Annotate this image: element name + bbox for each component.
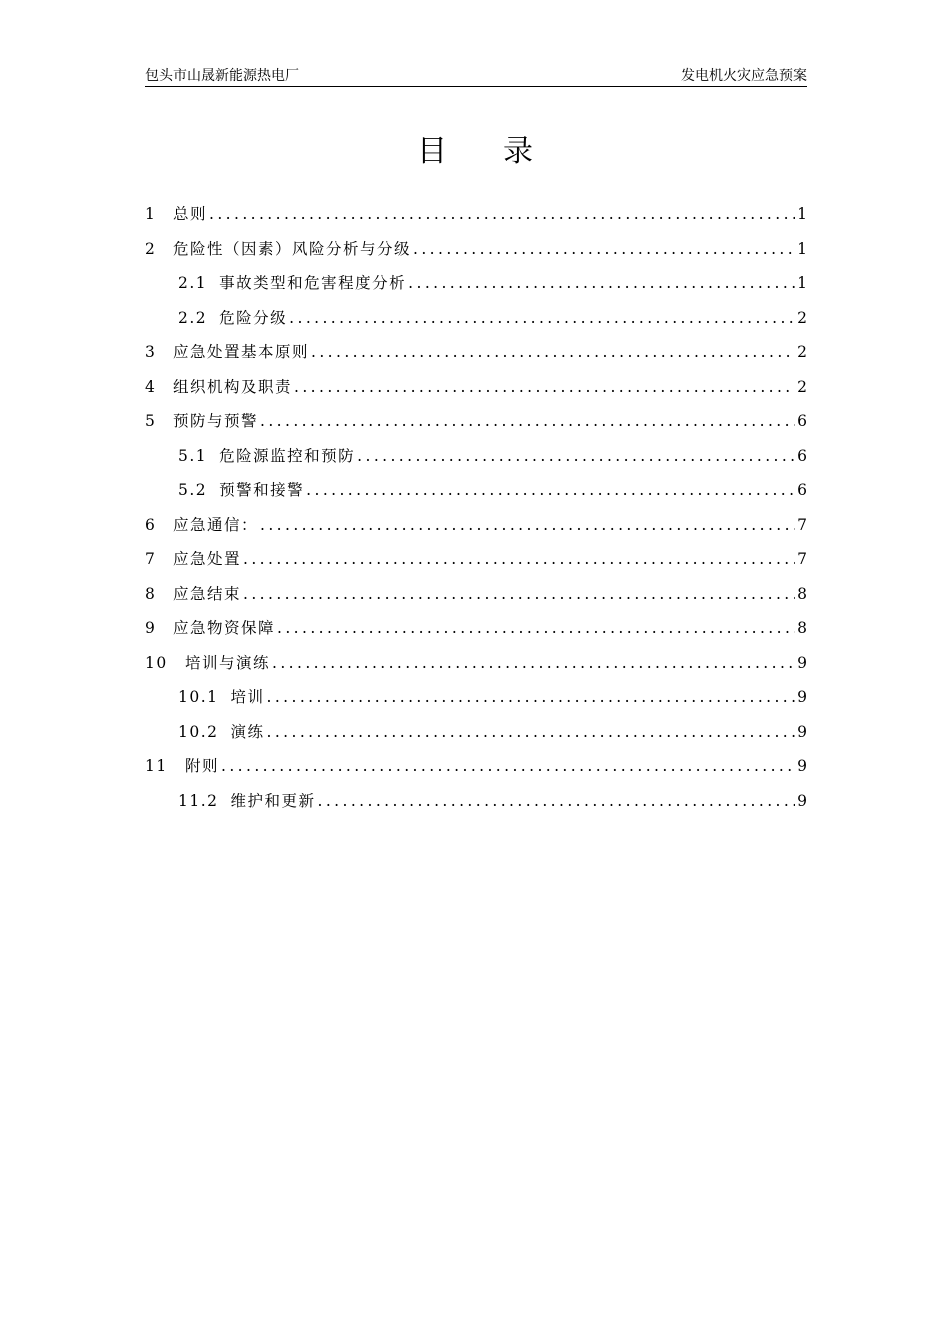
toc-leader-dots xyxy=(272,649,795,677)
toc-entry[interactable] xyxy=(145,269,807,304)
toc-entry-page: 2 xyxy=(797,377,807,396)
toc-entry-page: 7 xyxy=(797,515,807,534)
toc-leader-dots xyxy=(408,269,795,297)
toc-entry-number: 9 xyxy=(145,619,157,637)
toc-leader-dots xyxy=(243,545,795,573)
toc-entry-number: 5.2 xyxy=(178,481,208,499)
toc-leader-dots xyxy=(289,304,795,332)
toc-entry-number: 3 xyxy=(145,343,157,361)
toc-entry-number: 5 xyxy=(145,412,157,430)
toc-entry[interactable] xyxy=(145,235,807,270)
toc-entry-page: 7 xyxy=(797,550,807,568)
toc-entry[interactable] xyxy=(145,614,807,649)
toc-entry[interactable] xyxy=(145,649,807,684)
toc-leader-dots xyxy=(311,338,795,366)
toc-entry-title: 维护和更新 xyxy=(230,791,316,810)
toc-entry-title: 危险源监控和预防 xyxy=(219,446,356,465)
toc-entry-number: 11.2 xyxy=(178,791,219,810)
toc-entry-title: 事故类型和危害程度分析 xyxy=(219,274,407,292)
toc-entry[interactable] xyxy=(145,545,807,580)
toc-leader-dots xyxy=(294,373,795,401)
toc-entry-number: 6 xyxy=(145,515,157,534)
toc-entry-number: 2.2 xyxy=(178,308,208,327)
toc-entry[interactable] xyxy=(145,580,807,615)
toc-entry-page: 6 xyxy=(797,412,807,430)
toc-entry-page: 6 xyxy=(797,481,807,499)
toc-entry-title: 演练 xyxy=(230,722,265,741)
toc-entry-page: 8 xyxy=(797,584,807,603)
toc-entry-title: 培训 xyxy=(230,688,265,706)
header-doc-title: 发电机火灾应急预案 xyxy=(681,68,807,84)
toc-leader-dots xyxy=(209,200,795,228)
toc-entry-number: 5.1 xyxy=(178,446,208,465)
toc-entry[interactable] xyxy=(145,683,807,718)
toc-entry-title: 应急处置基本原则 xyxy=(173,343,310,361)
toc-entry-title: 应急结束 xyxy=(173,584,242,603)
toc-entry-page: 6 xyxy=(797,446,807,465)
toc-entry[interactable] xyxy=(145,373,807,408)
toc-entry-page: 2 xyxy=(797,343,807,361)
toc-entry-title: 附则 xyxy=(185,757,220,775)
toc-entry-page: 1 xyxy=(797,205,807,223)
toc-leader-dots xyxy=(318,787,796,815)
toc-entry-number: 2 xyxy=(145,239,157,258)
toc-entry[interactable] xyxy=(145,407,807,442)
toc-entry-number: 10 xyxy=(145,653,168,672)
toc-entry-title: 应急物资保障 xyxy=(173,619,276,637)
toc-entry-number: 8 xyxy=(145,584,157,603)
table-of-contents xyxy=(145,200,807,821)
toc-entry-title: 预警和接警 xyxy=(219,481,305,499)
toc-entry-number: 10.2 xyxy=(178,722,219,741)
toc-leader-dots xyxy=(260,407,795,435)
toc-entry[interactable] xyxy=(145,476,807,511)
toc-entry-title: 应急处置 xyxy=(173,550,242,568)
toc-entry-number: 2.1 xyxy=(178,274,208,292)
toc-leader-dots xyxy=(221,752,795,780)
toc-leader-dots xyxy=(243,580,795,608)
toc-entry-page: 8 xyxy=(797,619,807,637)
page-header xyxy=(145,66,807,87)
toc-entry-number: 1 xyxy=(145,205,157,223)
toc-entry-title: 组织机构及职责 xyxy=(173,377,293,396)
toc-entry-title: 应急通信： xyxy=(173,515,259,534)
toc-entry[interactable] xyxy=(145,787,807,822)
toc-leader-dots xyxy=(260,511,795,539)
toc-entry-number: 10.1 xyxy=(178,688,219,706)
toc-entry[interactable] xyxy=(145,304,807,339)
toc-leader-dots xyxy=(413,235,795,263)
toc-entry-page: 9 xyxy=(797,791,807,810)
toc-entry-title: 总则 xyxy=(173,205,208,223)
toc-entry-page: 9 xyxy=(797,722,807,741)
toc-entry-title: 危险性（因素）风险分析与分级 xyxy=(173,239,412,258)
toc-entry-page: 9 xyxy=(797,757,807,775)
toc-entry-title: 预防与预警 xyxy=(173,412,259,430)
toc-leader-dots xyxy=(306,476,795,504)
toc-entry-page: 9 xyxy=(797,688,807,706)
toc-leader-dots xyxy=(277,614,795,642)
page-title: 目录 xyxy=(417,134,589,169)
toc-leader-dots xyxy=(267,683,796,711)
toc-entry[interactable] xyxy=(145,338,807,373)
header-org-name: 包头市山晟新能源热电厂 xyxy=(145,68,299,84)
toc-entry[interactable] xyxy=(145,442,807,477)
toc-entry-page: 9 xyxy=(797,653,807,672)
toc-entry-number: 7 xyxy=(145,550,157,568)
toc-entry[interactable] xyxy=(145,752,807,787)
toc-entry-number: 4 xyxy=(145,377,157,396)
toc-entry-title: 危险分级 xyxy=(219,308,288,327)
toc-entry-title: 培训与演练 xyxy=(185,653,271,672)
toc-entry[interactable] xyxy=(145,511,807,546)
toc-entry-number: 11 xyxy=(145,757,168,775)
toc-entry[interactable] xyxy=(145,200,807,235)
toc-leader-dots xyxy=(357,442,795,470)
toc-entry-page: 1 xyxy=(797,239,807,258)
toc-entry-page: 1 xyxy=(797,274,807,292)
toc-leader-dots xyxy=(267,718,796,746)
toc-entry[interactable] xyxy=(145,718,807,753)
toc-entry-page: 2 xyxy=(797,308,807,327)
